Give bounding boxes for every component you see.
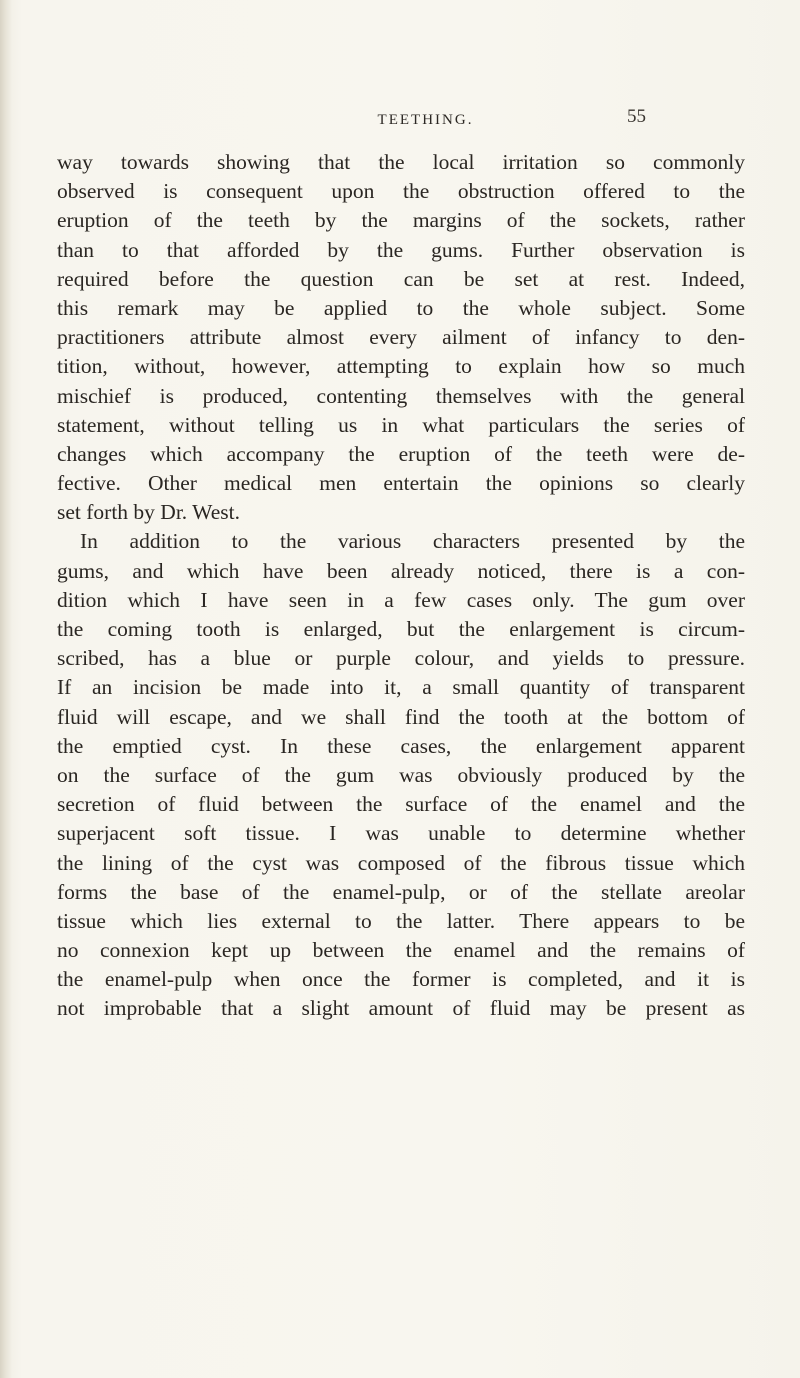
running-head: TEETHING.: [377, 112, 474, 128]
text-line: fective. Other medical men entertain the opinions so clearly: [57, 471, 745, 496]
text-line: way towards showing that the local irritation so commonly: [57, 150, 745, 174]
text-line: required before the question can be set at rest. Indeed,: [57, 266, 745, 291]
text-line: secretion of fluid between the surface of the enamel and the: [57, 792, 745, 817]
text-line: this remark may be applied to the whole subject. Some: [57, 295, 745, 320]
body-text: [57, 148, 745, 1024]
text-line: In addition to the various characters presented by the: [80, 529, 745, 554]
text-line: on the surface of the gum was obviously produced by the: [57, 762, 745, 787]
page-number: 55: [627, 106, 646, 127]
text-line: set forth by Dr. West.: [57, 500, 240, 525]
text-line: than to that afforded by the gums. Further observation is: [57, 237, 745, 262]
text-line: eruption of the teeth by the margins of the sockets, rather: [57, 208, 745, 233]
text-line: the emptied cyst. In these cases, the enlargement apparent: [57, 733, 745, 758]
text-line: superjacent soft tissue. I was unable to determine whether: [57, 821, 745, 846]
text-line: the coming tooth is enlarged, but the enlargement is circum-: [57, 617, 745, 641]
page-binding-edge: [0, 0, 12, 1378]
text-line: practitioners attribute almost every ailment of infancy to den-: [57, 325, 745, 350]
text-line: changes which accompany the eruption of the teeth were de-: [57, 441, 745, 466]
text-line: the lining of the cyst was composed of the fibrous tissue which: [57, 850, 745, 875]
text-line: forms the base of the enamel-pulp, or of the stellate areolar: [57, 879, 745, 904]
text-line: scribed, has a blue or purple colour, and yields to pressure.: [57, 646, 745, 671]
text-line: mischief is produced, contenting themselves with the general: [57, 383, 745, 408]
text-line: statement, without telling us in what particulars the series of: [57, 412, 745, 437]
text-line: tissue which lies external to the latter. There appears to be: [57, 908, 745, 933]
text-line: If an incision be made into it, a small quantity of transparent: [57, 675, 745, 700]
text-line: the enamel-pulp when once the former is completed, and it is: [57, 967, 745, 992]
text-line: not improbable that a slight amount of fluid may be present as: [57, 996, 745, 1021]
text-line: dition which I have seen in a few cases only. The gum over: [57, 587, 745, 612]
text-line: gums, and which have been already noticed, there is a con-: [57, 558, 745, 583]
text-line: tition, without, however, attempting to explain how so much: [57, 354, 745, 379]
text-line: fluid will escape, and we shall find the tooth at the bottom of: [57, 704, 745, 729]
text-line: observed is consequent upon the obstruction offered to the: [57, 179, 745, 204]
text-line: no connexion kept up between the enamel and the remains of: [57, 938, 745, 963]
